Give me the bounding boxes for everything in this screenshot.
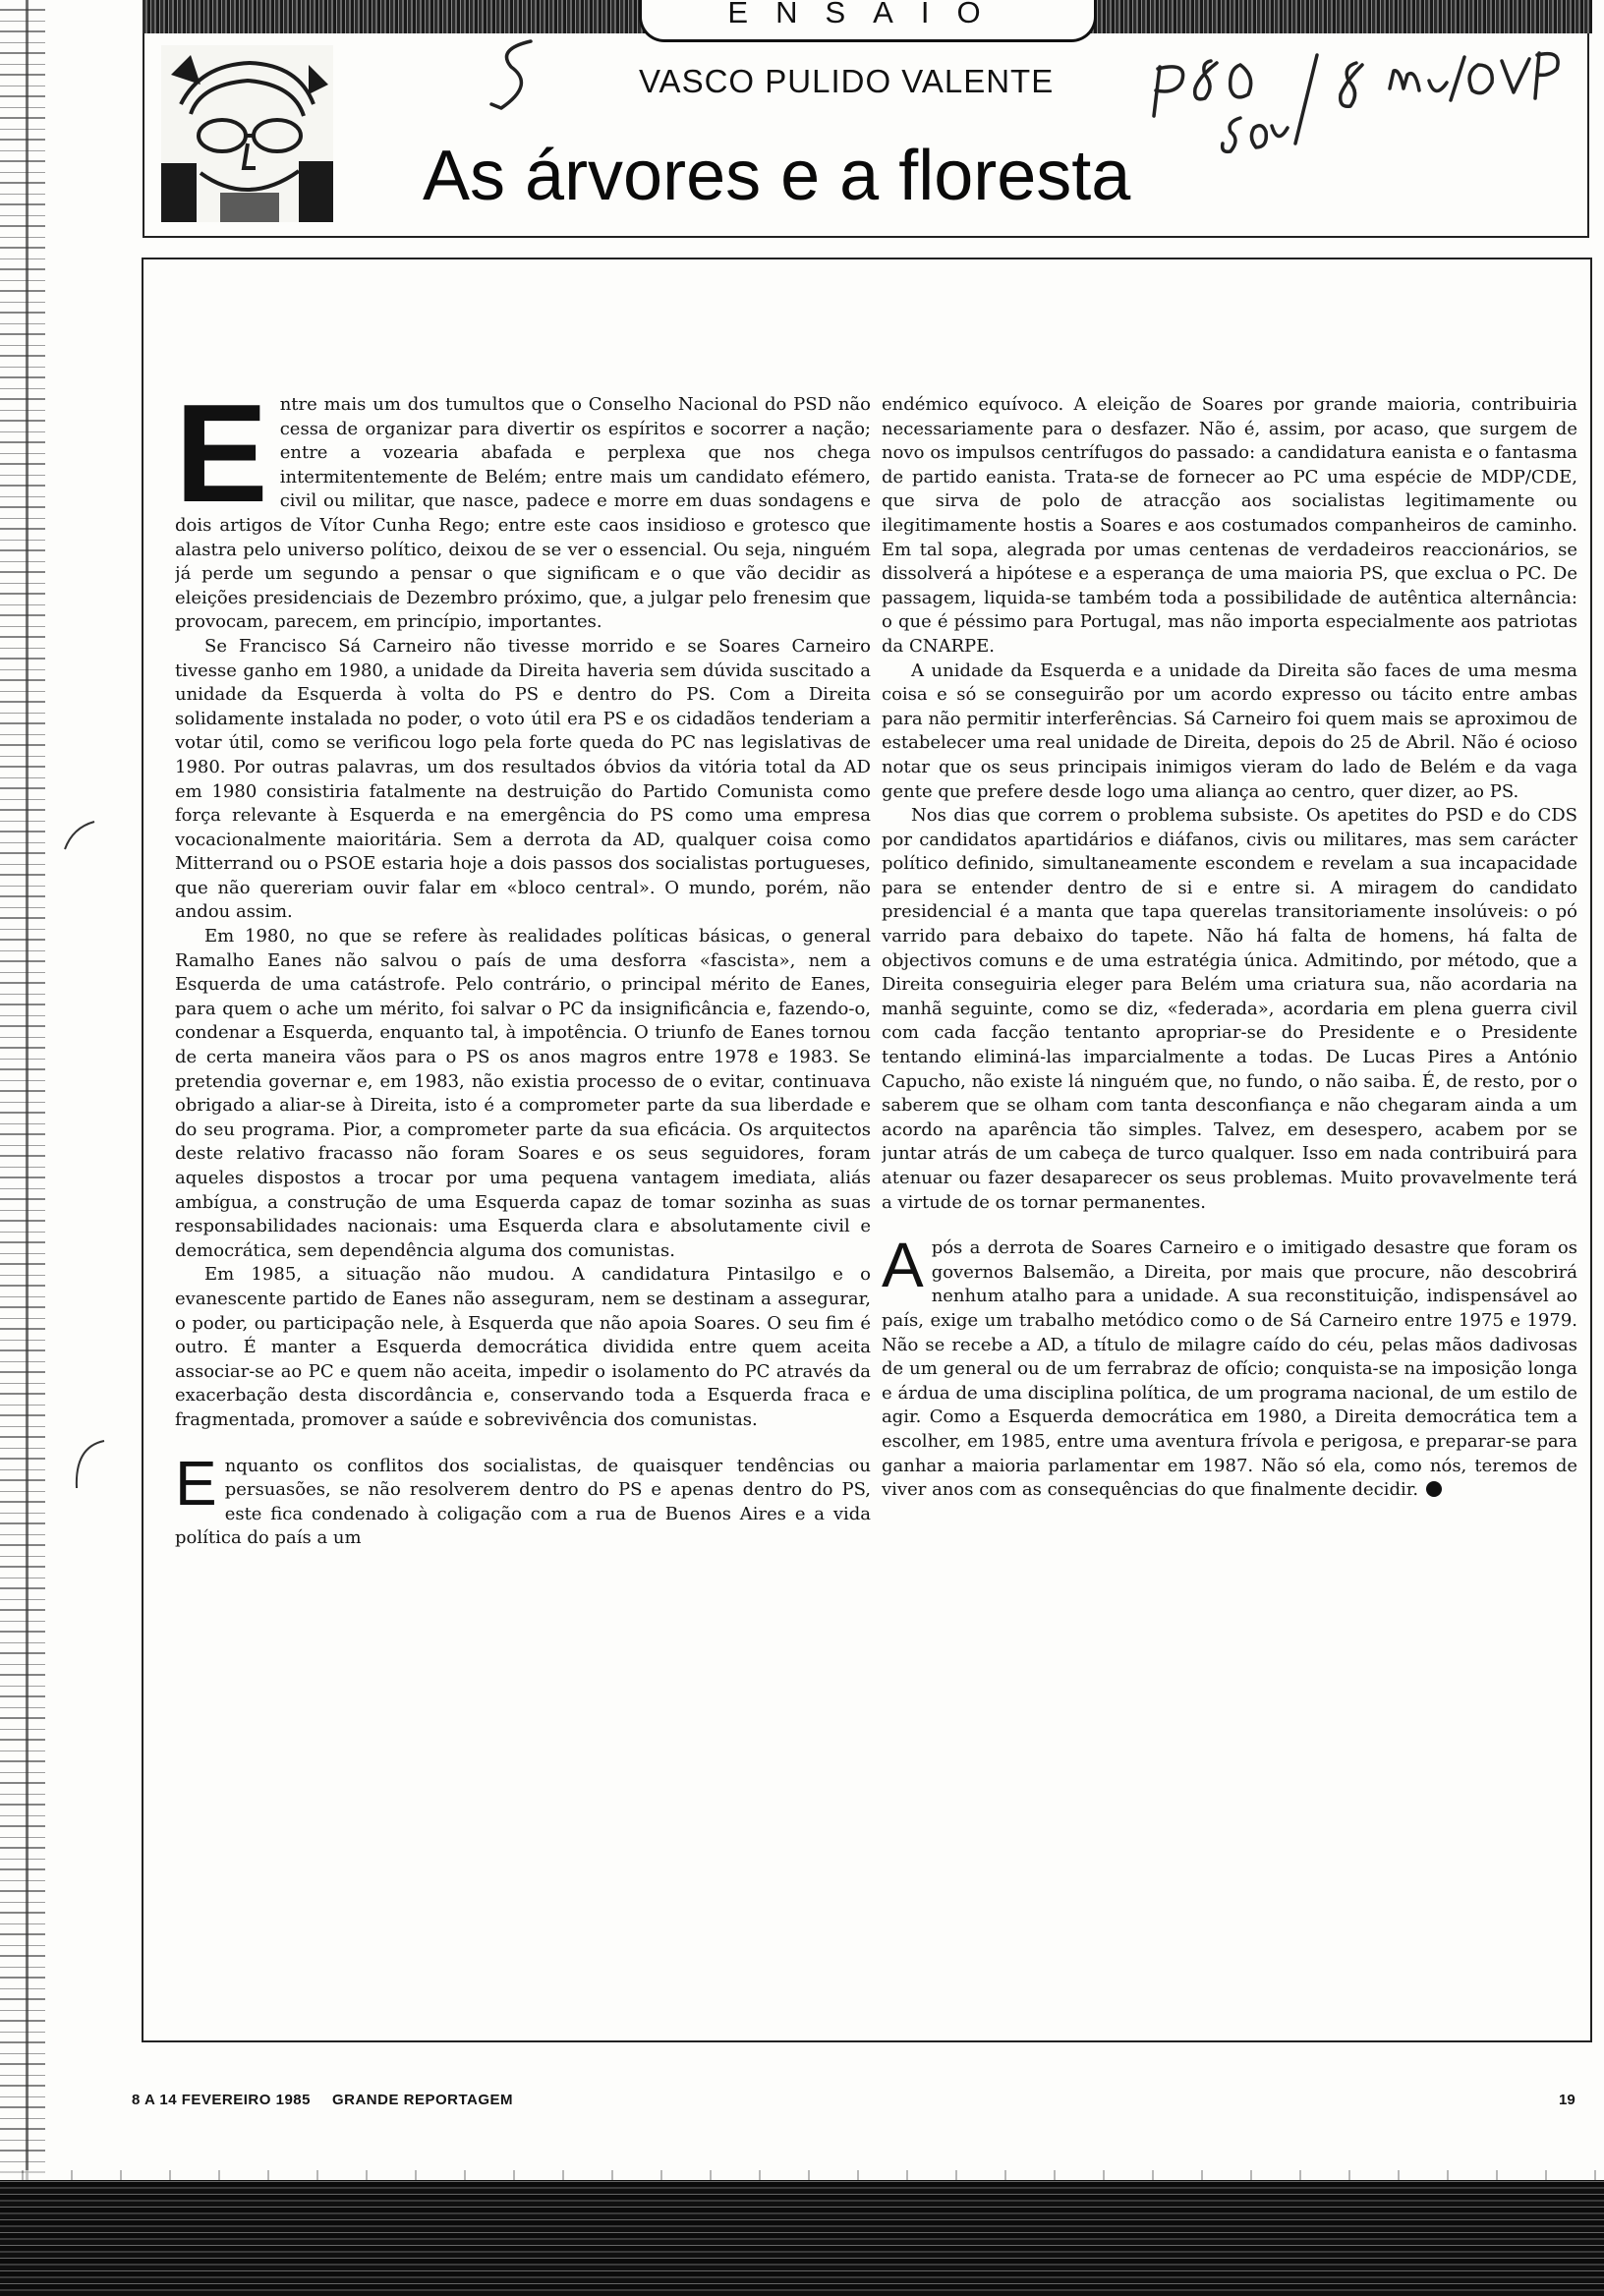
page-footer [132,2092,535,2108]
paragraph [175,393,871,635]
margin-mark [69,1435,108,1494]
paragraph: Em 1980, no que se refere às realidades políticas básicas, o general Ramalho Eanes não salvou o país de uma desforra «fascista», nem a Esquerda de uma catástrofe. Pelo contrário, o principal mérito de Eanes, para quem o ache um mérito, foi salvar o PC da insignificância e, fazendo-o, condenar a Esquerda, enquanto tal, à impotência. O triunfo de Eanes tornou de certa maneira vãos para o PS os anos magros entre 1978 e 1983. Se pretendia governar e, em 1983, não existia processo de o evitar, continuava obrigado a aliar-se à Direita, isto é a comprometer parte da sua liberdade e do seu programa. Pior, a comprometer parte da sua eficácia. Os arquitectos deste relativo fracasso não foram Soares e os seus seguidores, foram aqueles dispostos a trocar por uma pequena vantagem imediata, aliás ambígua, a construção de uma Esquerda capaz de tomar sozinha as suas responsabilidades nacionais: uma Esquerda clara e absolutamente civil e democrática, sem dependência alguma dos comunistas. [175,926,871,1261]
paragraph-gap [175,1433,871,1455]
drop-cap: A [882,1230,924,1301]
article-column-left [175,393,871,2025]
drop-cap: E [175,1447,217,1519]
author-name: VASCO PULIDO VALENTE [639,63,1055,99]
scan-edge-artifact [0,0,45,2296]
publication-name: GRANDE REPORTAGEM [331,2092,514,2108]
author-portrait [161,45,333,222]
section-label: ENSAIO [639,0,1097,42]
paragraph [882,1230,1577,1503]
article-title: As árvores e a floresta [423,137,1131,215]
paragraph: Em 1985, a situação não mudou. A candidatura Pintasilgo e o evanescente partido de Eanes não asseguram, nem se destinam a assegurar, o poder, ou participação nele, à Esquerda que não apoia Soares. O seu fim é outro. É manter a Esquerda democrática dividida entre quem aceita associar-se ao PC e quem não aceita, impedir o isolamento do PC através da exacerbação desta discordância e, conservando toda a Esquerda fraca e fragmentada, promover a saúde e sobrevivência dos comunistas. [175,1264,871,1430]
issue-dates: 8 A 14 FEVEREIRO 1985 [132,2092,311,2108]
article-column-right [882,393,1577,2025]
margin-mark [59,816,98,855]
paragraph: endémico equívoco. A eleição de Soares por grande maioria, contribuiria necessariamente para o desfazer. Não é, assim, por acaso, que surgem de novo os impulsos centrífugos do passado: a candidatura eanista e o fantasma de partido eanista. Trata-se de fornecer ao PC uma espécie de MDP/CDE, que sirva de polo de atracção aos socialistas legitimamente ou ilegitimamente hostis a Soares e aos costumados companheiros de caminho. Em tal sopa, alegrada por umas centenas de verdadeiros reaccionários, se dissolverá a hipótese e a esperança de uma maioria PS, que exclua o PC. De passagem, liquida-se também toda a possibilidade de autêntica alternância: o que é péssimo para Portugal, mas não importa especialmente aos patriotas da CNARPE. [882,394,1577,657]
paragraph: Nos dias que correm o problema subsiste. Os apetites do PSD e do CDS por candidatos apartidários e diáfanos, civis ou militares, mas sem carácter político definido, simultaneamente escondem e revelam a sua incapacidade para se entender dentro de si e entre si. A miragem do candidato presidencial é a manta que tapa querelas transitoriamente insolúveis: o pó varrido para debaixo do tapete. Não há falta de homens, há falta de objectivos comuns e de uma estratégia única. Admitindo, por método, que a Direita conseguiria eleger para Belém uma criatura sua, não acordaria na manhã seguinte, como se diz, «federada», acordaria em plena guerra civil com cada facção tentanto apropriar-se do Presidente e o Presidente tentando eliminá-las imparcialmente a todas. De Lucas Pires a António Capucho, não existe lá ninguém que, no fundo, o não saiba. É, de resto, por o saberem que se olham com tanta desconfiança e não chegaram ainda a um acordo na aparência tão simples. Talvez, em desespero, acabem por se juntar atrás de um cabeça de turco qualquer. Isso em nada contribuirá para atenuar ou fazer desaparecer os seus problemas. Muito provavelmente terá a virtude de os tornar permanentes. [882,805,1577,1213]
scan-edge-line [26,0,29,2296]
paragraph: A unidade da Esquerda e a unidade da Direita são faces de uma mesma coisa e só se conseguirão por um acordo expresso ou tácito entre ambas para não permitir interferências. Sá Carneiro foi quem mais se aproximou de estabelecer uma real unidade de Direita, depois do 25 de Abril. Não é ocioso notar que os seus principais inimigos vieram do lado de Belém e da vaga gente que prefere desde logo uma aliança ao centro, quer dizer, ao PS. [882,660,1577,802]
paragraph-text: pós a derrota de Soares Carneiro e o imitigado desastre que foram os governos Balsemão, a Direita, por mais que procure, não descobrirá nenhum atalho para a unidade. A sua reconstituição, indispensável ao país, exige um trabalho metódico como o de Sá Carneiro entre 1975 e 1979. Não se recebe a AD, a título de milagre caído do céu, pelas mãos dadivosas de um general ou de um ferrabraz de ofício; conquista-se na imposição longa e árdua de uma disciplina política, de um programa nacional, de um estilo de agir. Como a Esquerda democrática em 1980, a Direita democrática tem a escolher, em 1985, entre uma aventura frívola e perigosa, e preparar-se para ganhar a maioria parlamentar em 1987. Não só ela, como nós, teremos de viver anos com as consequências do que finalmente decidir. [882,1237,1577,1501]
paragraph-text: ntre mais um dos tumultos que o Conselho Nacional do PSD não cessa de organizar para divertir os espíritos e socorrer a nação; entre a vozearia abafada e perplexa que nos chega intermitentemente de Belém; entre mais um candidato efémero, civil ou militar, que nasce, padece e morre em duas sondagens e dois artigos de Vítor Cunha Rego; entre este caos insidioso e grotesco que alastra pelo universo político, deixou de se ver o essencial. Ou seja, ninguém já perde um segundo a pensar o que significam e o que vão decidir as eleições presidenciais de Dezembro próximo, que, a julgar pelo frenesim que provocam, parecem, em princípio, importantes. [175,394,871,633]
paragraph: Se Francisco Sá Carneiro não tivesse morrido e se Soares Carneiro tivesse ganho em 1980, a unidade da Direita haveria sem dúvida suscitado a unidade da Esquerda à volta do PS e dentro do PS. Com a Direita solidamente instalada no poder, o voto útil era PS e os cidadãos tenderiam a votar útil, como se verificou logo pela forte queda do PC nas legislativas de 1980. Por outras palavras, um dos resultados óbvios da vitória total da AD em 1980 consistiria fatalmente na destruição do Partido Comunista como força relevante à Esquerda e na emergência do PS como uma empresa vocacionalmente maioritária. Sem a derrota da AD, qualquer coisa como Mitterrand ou o PSOE estaria hoje a dois passos dos socialistas portugueses, que não quereriam ouvir falar em «bloco central». O mundo, porém, não andou assim. [175,635,871,923]
paragraph-gap [882,1215,1577,1236]
page-number: 19 [1559,2092,1575,2108]
scan-bottom-band [0,2180,1604,2296]
end-of-article-mark [1426,1481,1442,1497]
drop-cap: E [175,393,268,532]
paragraph-text: nquanto os conflitos dos socialistas, de quaisquer tendências ou persuasões, se não resolverem dentro do PS e apenas dentro do PS, este fica condenado à coligação com a rua de Buenos Aires e a vida política do país a um [175,1455,871,1549]
paragraph [175,1447,871,1551]
